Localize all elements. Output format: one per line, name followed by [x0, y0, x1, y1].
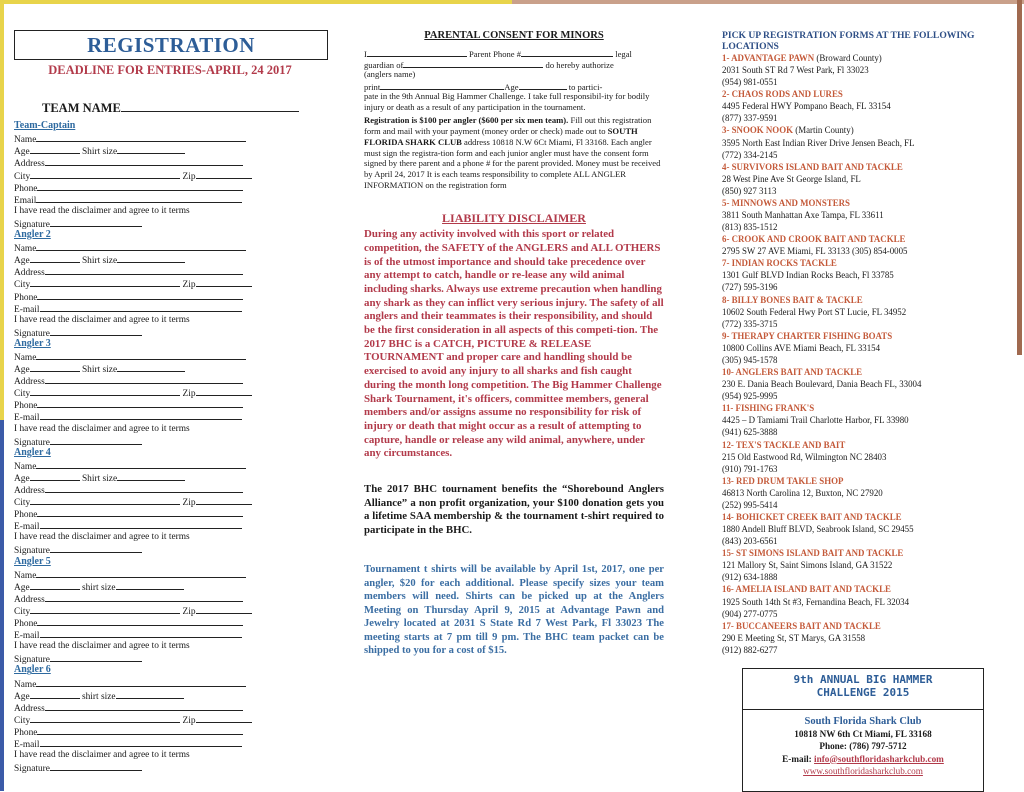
- location-note: (Broward County): [814, 53, 882, 63]
- form-field[interactable]: [14, 193, 334, 205]
- form-field[interactable]: [14, 471, 334, 483]
- location-address: 4495 Federal HWY Pompano Beach, FL 33154: [722, 101, 891, 112]
- location-phone: (305) 945-1578: [722, 354, 778, 365]
- location-address: 1301 Gulf BLVD Indian Rocks Beach, Fl 33785: [722, 270, 894, 281]
- field-blank[interactable]: [37, 181, 243, 191]
- club-address: 10818 NW 6th Ct Miami, FL 33168: [794, 729, 932, 740]
- top-border-yellow: [0, 0, 512, 4]
- form-field[interactable]: [14, 604, 334, 616]
- field-label: Shirt size: [79, 147, 118, 158]
- field-label: Name: [14, 461, 37, 472]
- field-blank[interactable]: [196, 713, 252, 723]
- right-border-brown: [1017, 0, 1022, 355]
- location-name: 5- MINNOWS AND MONSTERS: [722, 197, 850, 208]
- form-field[interactable]: [14, 217, 334, 229]
- form-field[interactable]: [14, 701, 334, 713]
- location-address: 1925 South 14th St #3, Fernandina Beach, FL 32034: [722, 596, 910, 607]
- registration-sections: [14, 120, 334, 773]
- location-item: [722, 197, 1012, 233]
- field-blank[interactable]: [36, 193, 242, 203]
- club-name: South Florida Shark Club: [804, 716, 922, 727]
- field-blank[interactable]: [36, 568, 246, 578]
- form-field[interactable]: [14, 459, 334, 471]
- field-label: Phone: [14, 183, 38, 194]
- field-label: Age: [14, 147, 30, 158]
- location-phone: (912) 882-6277: [722, 644, 778, 655]
- registration-title: REGISTRATION: [14, 30, 328, 60]
- field-blank[interactable]: [40, 737, 242, 747]
- location-address: 1880 Andell Bluff BLVD, Seabrook Island, SC 29455: [722, 524, 914, 535]
- parental-consent-body: I Parent Phone # legal guardian of do hereby authorize (anglers name) print Age to partici- pate in the 9th Annual Big Hammer Challenge. I take full responsibil-ity for bodily injury or death as a result of any participation in the tournament. Registration is $100 per angler ($600 per six men team). Fill out this registration form and mail with your payment (money order or check) made out to SOUTH FLORIDA SHARK CLUB address 10818 N.W 6Ct Miami, Fl 33168. Each angler must sign the registra-tion form and each junior angler must have the consent form signed by there parent and a phone # for the parent provided. Money must be received by April 24, 2017 It is each teams responsibility to complete ALL ANGLER INFORMATION on the registration form: [364, 47, 664, 191]
- location-address: 2795 SW 27 AVE Miami, FL 33133 (305) 854-0005: [722, 246, 908, 257]
- field-blank[interactable]: [30, 277, 180, 287]
- location-item: [722, 161, 1012, 197]
- field-label: shirt size: [79, 582, 116, 593]
- location-name: 6- CROOK AND CROOK BAIT AND TACKLE: [722, 234, 906, 245]
- form-field[interactable]: [14, 350, 334, 362]
- form-field[interactable]: [14, 580, 334, 592]
- field-label: Name: [14, 135, 37, 146]
- club-email-link[interactable]: info@southfloridasharkclub.com: [814, 753, 944, 764]
- field-label: shirt size: [79, 691, 116, 702]
- field-blank[interactable]: [36, 241, 246, 251]
- liability-title: LIABILITY DISCLAIMER: [442, 211, 586, 226]
- location-address: 10800 Collins AVE Miami Beach, FL 33154: [722, 342, 881, 353]
- location-address: 121 Mallory St, Saint Simons Island, GA 31522: [722, 560, 893, 571]
- field-label: I have read the disclaimer and agree to it terms: [14, 641, 190, 652]
- form-field[interactable]: [14, 507, 334, 519]
- field-blank[interactable]: [40, 519, 242, 529]
- location-item: [722, 475, 1012, 511]
- form-field[interactable]: [14, 543, 334, 555]
- deadline-text: DEADLINE FOR ENTRIES-APRIL, 24 2017: [48, 63, 292, 77]
- field-label: I have read the disclaimer and agree to it terms: [14, 532, 190, 543]
- location-name: 3- SNOOK NOOK: [722, 125, 794, 136]
- top-border-tan: [512, 0, 1024, 4]
- field-blank[interactable]: [196, 169, 252, 179]
- field-label: Email: [14, 195, 37, 206]
- field-label: Shirt size: [79, 473, 118, 484]
- field-label: Signature: [14, 328, 50, 339]
- field-label: Phone: [14, 510, 38, 521]
- parental-consent-title: PARENTAL CONSENT FOR MINORS: [424, 30, 604, 41]
- form-field[interactable]: [14, 398, 334, 410]
- field-blank[interactable]: [36, 459, 246, 469]
- form-field[interactable]: [14, 531, 334, 543]
- field-blank[interactable]: [116, 689, 184, 699]
- form-field[interactable]: [14, 568, 334, 580]
- form-field[interactable]: [14, 277, 334, 289]
- field-label: Zip: [180, 389, 196, 400]
- field-label: I have read the disclaimer and agree to it terms: [14, 750, 190, 761]
- location-phone: (850) 927 3113: [722, 185, 777, 196]
- field-label: Name: [14, 244, 37, 255]
- field-blank[interactable]: [45, 701, 243, 711]
- form-field[interactable]: [14, 374, 334, 386]
- field-label: Zip: [180, 171, 196, 182]
- field-label: E-mail: [14, 304, 40, 315]
- location-address: 28 West Pine Ave St George Island, FL: [722, 173, 861, 184]
- form-field[interactable]: [14, 156, 334, 168]
- location-name: 7- INDIAN ROCKS TACKLE: [722, 258, 837, 269]
- form-field[interactable]: [14, 519, 334, 531]
- location-name: 17- BUCCANEERS BAIT AND TACKLE: [722, 620, 881, 631]
- liability-text: During any activity involved with this sport or related competition, the SAFETY of the ANGLERS and ALL OTHERS is of the utmost importance and should take precedence over any attempt to catch, handle or re-lease any wild animal including sharks. Always use extreme precaution when handling any shark as they can inflict very serious injury. The safety of all anglers and their teammates is their responsibility, and should be the first consideration in all aspects of this competi-tion. The 2017 BHC is a CATCH, PICTURE & RELEASE TOURNAMENT and proper care and handling should be exercised to avoid any injury to all sharks and fish caught during the month long competition. The Big Hammer Challenge Shark Tournament, it's officers, committee members, general members and/or assigns assume no responsibility for risk of injury or death that might occur as a result of attempting to capture, handle or release any wild animal, anywhere, under any circumstances.: [364, 228, 664, 460]
- form-field[interactable]: [14, 253, 334, 265]
- field-blank[interactable]: [40, 410, 242, 420]
- section-heading: Angler 4: [14, 446, 51, 458]
- field-blank[interactable]: [50, 652, 142, 662]
- field-blank[interactable]: [117, 471, 185, 481]
- location-address: 230 E. Dania Beach Boulevard, Dania Beach FL, 33004: [722, 379, 922, 390]
- field-blank[interactable]: [37, 290, 243, 300]
- location-item: [722, 330, 1012, 366]
- field-label: Zip: [180, 606, 196, 617]
- field-blank[interactable]: [30, 580, 80, 590]
- field-label: Phone: [14, 619, 38, 630]
- team-name-label: TEAM NAME: [42, 101, 121, 116]
- field-blank[interactable]: [50, 543, 142, 553]
- form-field[interactable]: [14, 241, 334, 253]
- location-item: [722, 257, 1012, 293]
- field-label: City: [14, 498, 31, 509]
- field-label: Zip: [180, 715, 196, 726]
- location-name: 4- SURVIVORS ISLAND BAIT AND TACKLE: [722, 161, 903, 172]
- form-field[interactable]: [14, 362, 334, 374]
- field-label: Address: [14, 486, 45, 496]
- event-year: CHALLENGE 2015: [816, 686, 910, 699]
- field-blank[interactable]: [45, 483, 243, 493]
- consent-paragraph: pate in the 9th Annual Big Hammer Challenge. I take full responsibil-ity for bodily injury or death as a result of any participation in the tournament.: [364, 91, 650, 112]
- field-blank[interactable]: [36, 132, 246, 142]
- field-blank[interactable]: [45, 592, 243, 602]
- field-blank[interactable]: [50, 326, 142, 336]
- field-label: E-mail: [14, 413, 40, 424]
- field-blank[interactable]: [117, 253, 185, 263]
- location-phone: (912) 634-1888: [722, 572, 778, 583]
- field-blank[interactable]: [116, 580, 184, 590]
- field-label: Signature: [14, 437, 50, 448]
- form-field[interactable]: [14, 616, 334, 628]
- form-field[interactable]: [14, 410, 334, 422]
- location-note: (Martin County): [793, 125, 854, 136]
- section-heading: Angler 3: [14, 337, 51, 349]
- field-label: I have read the disclaimer and agree to it terms: [14, 205, 190, 216]
- location-name: 1- ADVANTAGE PAWN: [722, 53, 815, 63]
- location-item: [722, 439, 1012, 475]
- location-address: 215 Old Eastwood Rd, Wilmington NC 28403: [722, 451, 887, 462]
- location-item: [722, 233, 1012, 257]
- field-blank[interactable]: [45, 156, 243, 166]
- location-phone: (813) 835-1512: [722, 222, 778, 233]
- form-field[interactable]: [14, 725, 334, 737]
- field-label: E-mail: [14, 739, 40, 750]
- field-blank[interactable]: [37, 725, 243, 735]
- field-label: City: [14, 715, 31, 726]
- location-item: [722, 511, 1012, 547]
- club-info-box: [742, 668, 984, 792]
- field-label: Phone: [14, 727, 38, 738]
- location-phone: (954) 925-9995: [722, 391, 778, 402]
- club-email-line: E-mail: info@southfloridasharkclub.com: [782, 753, 944, 764]
- location-name: 9- THERAPY CHARTER FISHING BOATS: [722, 330, 893, 341]
- field-blank[interactable]: [45, 374, 243, 384]
- field-label: Name: [14, 352, 37, 363]
- field-blank[interactable]: [50, 435, 142, 445]
- field-label: E-mail: [14, 522, 40, 533]
- form-field[interactable]: [14, 677, 334, 689]
- location-name: 8- BILLY BONES BAIT & TACKLE: [722, 294, 863, 305]
- field-label: City: [14, 389, 31, 400]
- form-field[interactable]: [14, 265, 334, 277]
- location-phone: (910) 791-1763: [722, 463, 778, 474]
- event-banner: [743, 669, 983, 710]
- field-label: Address: [14, 377, 45, 388]
- location-address: 3595 North East Indian River Drive Jensen Beach, FL: [722, 137, 915, 148]
- registration-column: [14, 30, 334, 773]
- location-address: 290 E Meeting St, ST Marys, GA 31558: [722, 632, 866, 643]
- consent-column: [364, 30, 664, 657]
- field-label: Phone: [14, 292, 38, 303]
- form-field[interactable]: [14, 495, 334, 507]
- field-blank[interactable]: [117, 362, 185, 372]
- field-blank[interactable]: [40, 302, 242, 312]
- field-blank[interactable]: [50, 217, 142, 227]
- location-item: [722, 366, 1012, 402]
- form-field[interactable]: [14, 628, 334, 640]
- field-blank[interactable]: [30, 362, 80, 372]
- field-label: Signature: [14, 546, 50, 557]
- event-name: 9th ANNUAL BIG HAMMER: [793, 673, 933, 686]
- section-heading: Angler 6: [14, 664, 51, 676]
- form-field[interactable]: [14, 181, 334, 193]
- location-name: 16- AMELIA ISLAND BAIT AND TACKLE: [722, 584, 891, 595]
- location-phone: (772) 335-3715: [722, 318, 778, 329]
- location-item: [722, 124, 1012, 160]
- field-blank[interactable]: [30, 144, 80, 154]
- form-field[interactable]: [14, 737, 334, 749]
- field-blank[interactable]: [196, 386, 252, 396]
- form-field[interactable]: [14, 132, 334, 144]
- field-blank[interactable]: [36, 350, 246, 360]
- field-blank[interactable]: [196, 277, 252, 287]
- location-phone: (941) 625-3888: [722, 427, 778, 438]
- location-name: 12- TEX'S TACKLE AND BAIT: [722, 439, 846, 450]
- field-label: I have read the disclaimer and agree to it terms: [14, 423, 190, 434]
- field-label: E-mail: [14, 631, 40, 642]
- field-blank[interactable]: [196, 495, 252, 505]
- section-heading: Angler 2: [14, 229, 51, 241]
- form-field[interactable]: [14, 749, 334, 761]
- form-field[interactable]: [14, 640, 334, 652]
- location-name: 14- BOHICKET CREEK BAIT AND TACKLE: [722, 511, 902, 522]
- form-field[interactable]: [14, 652, 334, 664]
- form-field[interactable]: [14, 435, 334, 447]
- field-blank[interactable]: [40, 628, 242, 638]
- field-blank[interactable]: [117, 144, 185, 154]
- location-item: [722, 402, 1012, 438]
- form-field[interactable]: [14, 290, 334, 302]
- field-label: Age: [14, 582, 30, 593]
- field-label: Shirt size: [79, 365, 118, 376]
- form-field[interactable]: [14, 592, 334, 604]
- form-field[interactable]: [14, 386, 334, 398]
- field-blank[interactable]: [30, 386, 180, 396]
- field-label: City: [14, 280, 31, 291]
- field-blank[interactable]: [30, 471, 80, 481]
- location-name: 11- FISHING FRANK'S: [722, 403, 815, 414]
- location-item: [722, 620, 1012, 656]
- field-label: City: [14, 606, 31, 617]
- location-name: 2- CHAOS RODS AND LURES: [722, 89, 843, 100]
- location-name: 10- ANGLERS BAIT AND TACKLE: [722, 367, 863, 378]
- location-phone: (954) 981-0551: [722, 77, 778, 88]
- location-item: [722, 294, 1012, 330]
- location-item: [722, 88, 1012, 124]
- field-blank[interactable]: [37, 616, 243, 626]
- section-heading: Angler 5: [14, 555, 51, 567]
- form-field[interactable]: [14, 205, 334, 217]
- field-label: Signature: [14, 764, 50, 775]
- field-blank[interactable]: [30, 689, 80, 699]
- field-label: Name: [14, 570, 37, 581]
- location-phone: (252) 995-5414: [722, 499, 778, 510]
- field-label: Signature: [14, 655, 50, 666]
- location-name: 13- RED DRUM TAKLE SHOP: [722, 475, 844, 486]
- field-blank[interactable]: [50, 761, 142, 771]
- left-border-yellow: [0, 0, 4, 420]
- fee-paragraph: Registration is $100 per angler ($600 per six men team). Fill out this registration form and mail with your payment (money order or check) made out to SOUTH FLORIDA SHARK CLUB address 10818 N.W 6Ct Miami, Fl 33168. Each angler must sign the registra-tion form and each junior angler must have the consent form signed by there parent and a phone # for the parent provided. Money must be received by April 24, 2017 It is each teams responsibility to complete ALL ANGLER INFORMATION on the registration form: [364, 114, 661, 191]
- field-blank[interactable]: [30, 604, 180, 614]
- field-label: Address: [14, 594, 45, 605]
- form-field[interactable]: [14, 169, 334, 181]
- form-field[interactable]: [14, 144, 334, 156]
- form-field[interactable]: [14, 302, 334, 314]
- location-item: [722, 583, 1012, 619]
- field-label: Address: [14, 703, 45, 714]
- form-field[interactable]: [14, 326, 334, 338]
- field-label: I have read the disclaimer and agree to it terms: [14, 314, 190, 325]
- location-address: 3811 South Manhattan Axe Tampa, FL 33611: [722, 210, 884, 221]
- field-blank[interactable]: [30, 495, 180, 505]
- form-field[interactable]: [14, 423, 334, 435]
- team-name-field[interactable]: [42, 100, 334, 114]
- field-label: Address: [14, 268, 45, 279]
- location-address: 2031 South ST Rd 7 West Park, Fl 33023: [722, 65, 869, 76]
- form-field[interactable]: [14, 713, 334, 725]
- field-label: Age: [14, 691, 30, 702]
- location-phone: (904) 277-0775: [722, 608, 778, 619]
- field-label: Shirt size: [79, 256, 118, 267]
- field-blank[interactable]: [196, 604, 252, 614]
- location-phone: (727) 595-3196: [722, 282, 778, 293]
- field-blank[interactable]: [37, 398, 243, 408]
- benefit-text: The 2017 BHC tournament benefits the “Shorebound Anglers Alliance” a non profit organization, your $100 donation gets you a lifetime SAA membership & the tournament t-shirt required to participate in the BHC.: [364, 483, 664, 536]
- field-blank[interactable]: [30, 713, 180, 723]
- form-field[interactable]: [14, 689, 334, 701]
- form-field[interactable]: [14, 761, 334, 773]
- location-phone: (877) 337-9591: [722, 113, 778, 124]
- location-address: 10602 South Federal Hwy Port ST Lucie, FL 34952: [722, 306, 907, 317]
- field-label: Signature: [14, 219, 50, 230]
- field-label: Address: [14, 159, 45, 170]
- field-blank[interactable]: [45, 265, 243, 275]
- location-list: [722, 52, 1012, 656]
- field-label: City: [14, 171, 31, 182]
- club-phone: Phone: (786) 797-5712: [819, 741, 907, 752]
- tshirt-text: Tournament t shirts will be available by April 1st, 2017, one per angler, $20 for each additional. Please specify sizes your team members will need. Shirts can be picked up at the Anglers Meeting on Thursday April 9, 2015 at Advantage Pawn and Jewelry located at 2031 S State Rd 7 West Park, Fl 33023 The meeting starts at 7 pm till 9 pm. The BHC team packet can be shipped to you for a cost of $15.: [364, 564, 664, 656]
- field-label: Age: [14, 473, 30, 484]
- location-name: 15- ST SIMONS ISLAND BAIT AND TACKLE: [722, 548, 904, 559]
- field-label: Age: [14, 365, 30, 376]
- field-label: Age: [14, 256, 30, 267]
- field-blank[interactable]: [30, 169, 180, 179]
- locations-column: [722, 30, 1012, 656]
- pickup-title: PICK UP REGISTRATION FORMS AT THE FOLLOWING LOCATIONS: [722, 30, 975, 52]
- field-label: Zip: [180, 498, 196, 509]
- form-field[interactable]: [14, 314, 334, 326]
- field-blank[interactable]: [30, 253, 80, 263]
- left-border-blue: [0, 420, 4, 791]
- field-blank[interactable]: [37, 507, 243, 517]
- section-heading: Team-Captain: [14, 120, 76, 132]
- location-item: [722, 52, 1012, 88]
- field-blank[interactable]: [36, 677, 246, 687]
- location-phone: (843) 203-6561: [722, 536, 778, 547]
- club-website-link[interactable]: www.southfloridasharkclub.com: [803, 765, 923, 776]
- form-field[interactable]: [14, 483, 334, 495]
- field-label: Name: [14, 679, 37, 690]
- location-address: 46813 North Carolina 12, Buxton, NC 27920: [722, 487, 883, 498]
- location-address: 4425 – D Tamiami Trail Charlotte Harbor, FL 33980: [722, 415, 909, 426]
- location-item: [722, 547, 1012, 583]
- field-label: Zip: [180, 280, 196, 291]
- field-label: Phone: [14, 401, 38, 412]
- location-phone: (772) 334-2145: [722, 149, 778, 160]
